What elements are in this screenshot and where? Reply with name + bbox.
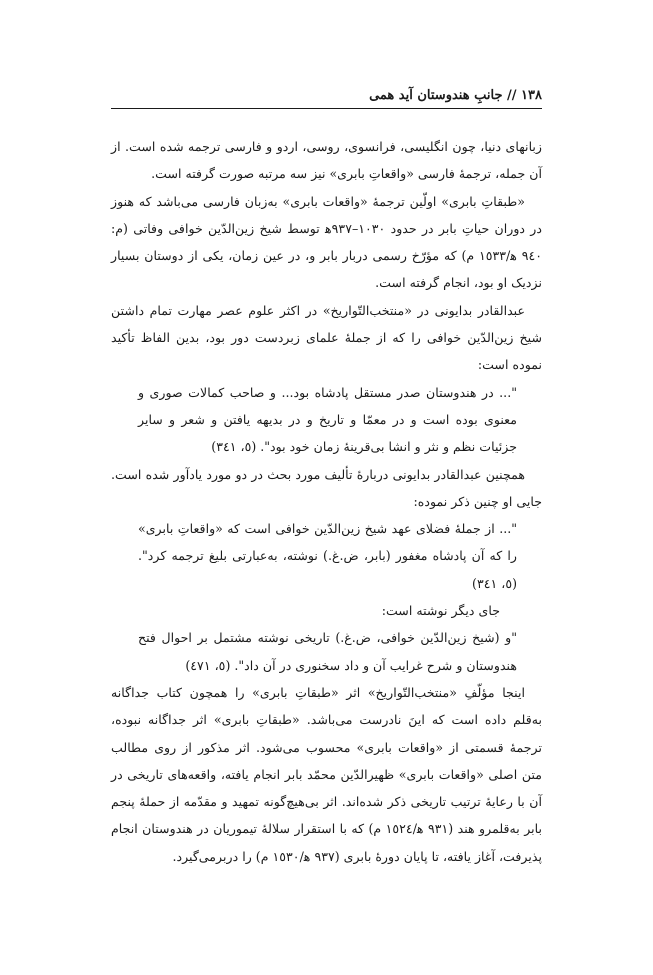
- header-rule: [111, 108, 542, 109]
- quotation-3: "و (شیخ زین‌الدّین خوافی، ض.غ.) تاریخی نوشته مشتمل بر احوال فتح هندوستان و شرح غرایب آن و داد سخنوری در آن داد". (٥، ٤٧١): [138, 630, 517, 673]
- quotation-1: "... در هندوستان صدر مستقل پادشاه بود... و صاحب کمالات صوری و معنوی بوده است و در معمّا و تاریخ و در بدیهه یافتن و شعر و سایر جزئیات نظم و نثر و انشا بی‌قرینهٔ زمان خود بود". (٥، ٣٤١): [138, 384, 517, 455]
- paragraph-analysis: اینجا مؤلّفِ «منتخب‌التّواریخ» اثر «طبقاتِ بابری» را همچون کتاب جداگانه به‌قلم داده است که اینَ نادرست می‌باشد. «طبقاتِ بابری» اثر جداگانه نبوده، ترجمهٔ قسمتی از «واقعات بابری» محسوب می‌شود. اثر مذکور از روی مطالب متن اصلی «واقعات بابری» ظهیرالدّین محمّد بابر انجام یافته، واقعه‌های تاریخی در آن با رعایهٔ ترتیب تاریخی ذکر شده‌اند. اثر بی‌هیچ‌گونه تمهید و مقدّمه از حملهٔ پنجم بابر به‌قلمرو هند (٩٣١ ﻫ/١٥٢٤ م) که با استقرار سلالهٔ تیموریان در هندوستان انجام پذیرفت، آغاز یافته، تا پایان دورهٔ بابری (٩٣٧ ﻫ/١٥٣٠ م) را دربرمی‌گیرد.: [111, 684, 543, 864]
- paragraph-intro: زبانهای دنیا، چون انگلیسی، فرانسوی، روسی، اردو و فارسی ترجمه شده است. از آن جمله، ترجمهٔ فارسی «واقعاتِ بابری» نیز سه مرتبه صورت گرفته است.: [111, 139, 542, 182]
- running-head: ١٣٨ // جانبِ هندوستان آید همی: [369, 88, 542, 103]
- paragraph-tabaqat: «طبقاتِ بابری» اولّین ترجمهٔ «واقعات بابری» به‌زبان فارسی می‌باشد که هنوز در دوران حیاتِ بابر در حدود ١٠٣٠–٩٣٧ﻫ توسط شیخ زین‌الدّین خوافی وفاتی (م: ٩٤٠ ﻫ/١٥٣٣ م) که مؤرّخ رسمی دربار بابر و، در عین زمان، یکی از دوستان بسیار نزدیک او بود، انجام گرفته است.: [111, 193, 542, 291]
- paragraph-badayuni: عبدالقادر بدایونی در «منتخب‌التّواریخ» در اکثر علوم عصر مهارت تمام داشتن شیخ زین‌الدّین خوافی را که از جملهٔ علمای زبردست دور بود، بدین الفاظ تأکید نموده است:: [111, 302, 542, 373]
- quotation-2: "... از جملهٔ فضلای عهد شیخ زین‌الدّین خوافی است که «واقعاتِ بابری» را که آن پادشاه مغفور (بابر، ض.غ.) نوشته، به‌عبارتی بلیغ ترجمه کرد". (٥، ٣٤١): [138, 521, 517, 591]
- paragraph-mentions: همچنین عبدالقادر بدایونی دربارهٔ تألیف مورد بحث در دو مورد یادآور شده است. جایی او چنین ذکر نموده:: [111, 466, 542, 509]
- page-body: [111, 133, 542, 870]
- quote-lead-in: جای دیگر نوشته است:: [381, 603, 500, 619]
